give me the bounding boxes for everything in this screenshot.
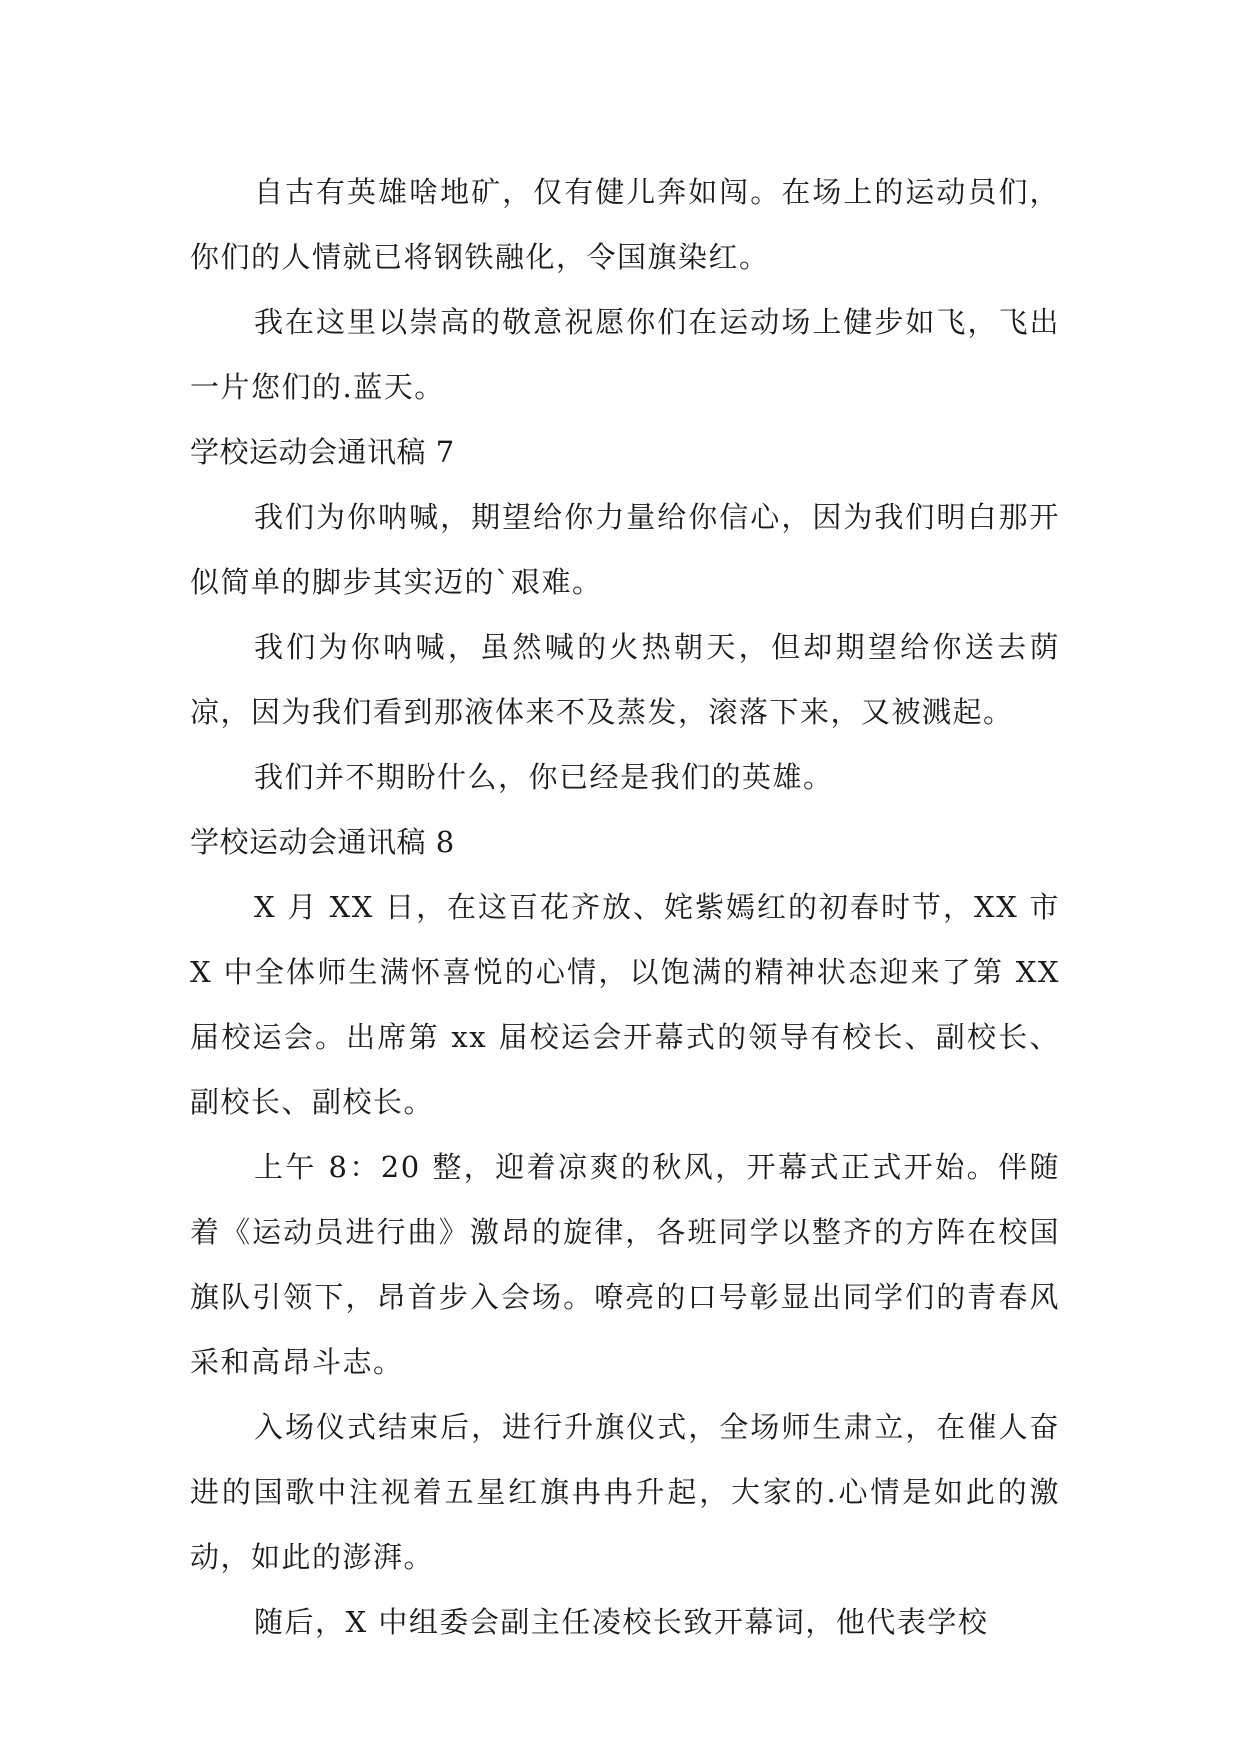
document-body: [190, 160, 1060, 1655]
paragraph: 自古有英雄啥地矿，仅有健儿奔如闯。在场上的运动员们，你们的人情就已将钢铁融化，令国旗染红。: [190, 175, 1060, 274]
paragraph: 随后，X 中组委会副主任凌校长致开幕词，他代表学校: [254, 1605, 989, 1639]
section-heading: 学校运动会通讯稿 8: [190, 825, 455, 859]
paragraph: 我在这里以崇高的敬意祝愿你们在运动场上健步如飞，飞出一片您们的.蓝天。: [190, 305, 1060, 404]
paragraph: 我们为你呐喊，虽然喊的火热朝天，但却期望给你送去荫凉，因为我们看到那液体来不及蒸发，滚落下来，又被溅起。: [190, 630, 1060, 729]
paragraph: 我们并不期盼什么，你已经是我们的英雄。: [254, 760, 834, 794]
section-heading: 学校运动会通讯稿 7: [190, 435, 455, 469]
paragraph: 入场仪式结束后，进行升旗仪式，全场师生肃立，在催人奋进的国歌中注视着五星红旗冉冉升起，大家的.心情是如此的激动，如此的澎湃。: [190, 1410, 1060, 1574]
paragraph: 我们为你呐喊，期望给你力量给你信心，因为我们明白那开似简单的脚步其实迈的`艰难。: [190, 500, 1060, 599]
paragraph: X 月 XX 日，在这百花齐放、姹紫嫣红的初春时节，XX 市 X 中全体师生满怀喜悦的心情，以饱满的精神状态迎来了第 XX 届校运会。出席第 xx 届校运会开幕式的领导有校长、副校长、副校长、副校长。: [190, 890, 1060, 1119]
paragraph: 上午 8：20 整，迎着凉爽的秋风，开幕式正式开始。伴随着《运动员进行曲》激昂的旋律，各班同学以整齐的方阵在校国旗队引领下，昂首步入会场。嘹亮的口号彰显出同学们的青春风采和高昂斗志。: [190, 1150, 1060, 1379]
